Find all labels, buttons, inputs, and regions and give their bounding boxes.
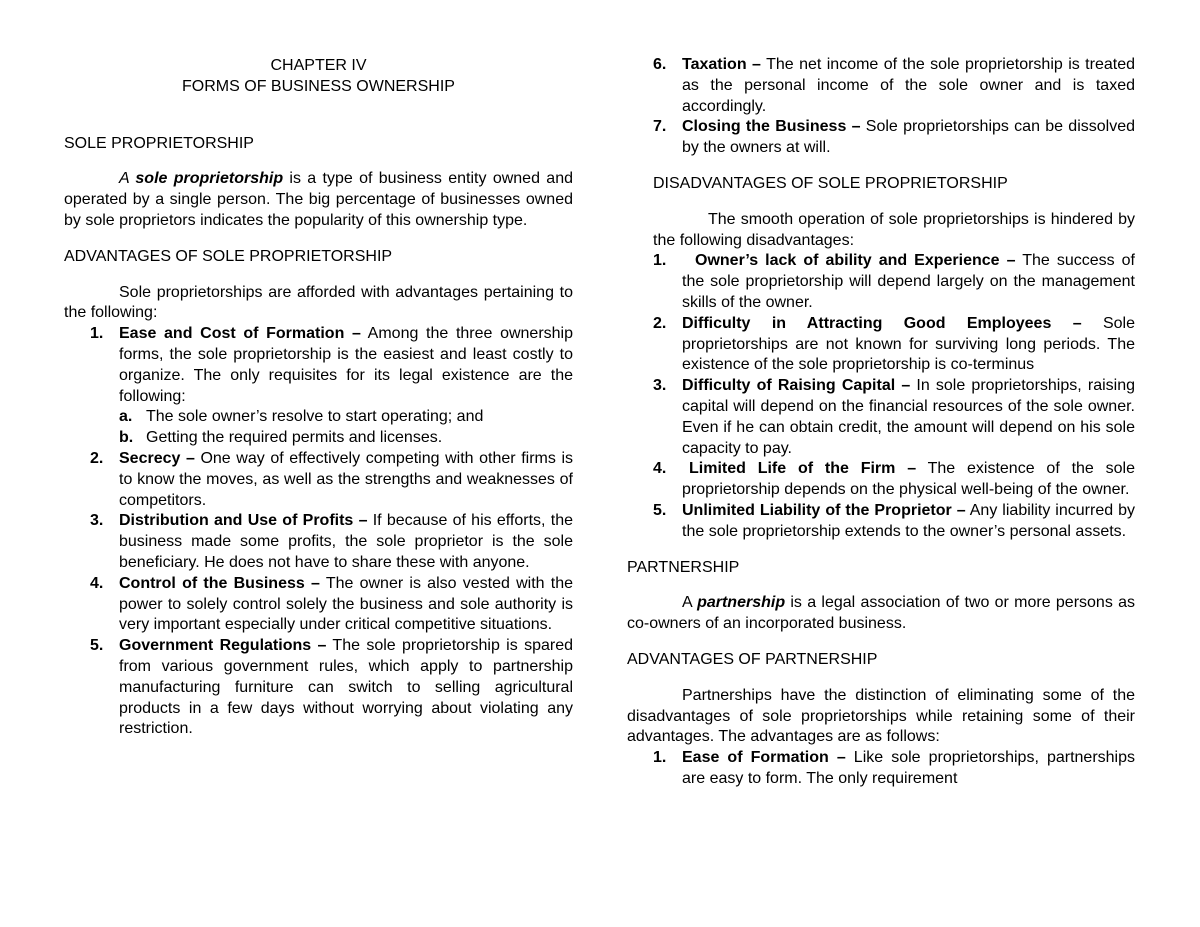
list-item-title: Secrecy – (119, 449, 195, 467)
list-item (627, 376, 1135, 459)
list-item (627, 748, 1135, 790)
list-item-text: The owner is also vested with the power to solely control solely the business and sole authority is very important especially under critical competitive situations. (119, 574, 574, 634)
sole-advantages-intro: Sole proprietorships are afforded with advantages pertaining to the following: (64, 283, 573, 322)
sole-intro-paragraph (64, 169, 573, 231)
list-number: 2. (653, 314, 667, 332)
list-item-title: Ease and Cost of Formation – (119, 325, 361, 343)
list-item-title: Government Regulations – (119, 637, 327, 655)
list-item (627, 251, 1135, 313)
partnership-intro-a: A (682, 594, 698, 612)
sole-intro-a: A (119, 170, 136, 188)
list-number: 4. (653, 460, 667, 478)
heading-sole-disadvantages: DISADVANTAGES OF SOLE PROPRIETORSHIP (653, 174, 1008, 192)
list-item-text: Sole proprietorships can be dissolved by the owners at will. (682, 118, 1136, 157)
list-item (627, 501, 1135, 543)
list-item-title: Difficulty of Raising Capital – (682, 377, 911, 395)
list-number: 5. (90, 637, 104, 655)
list-number: 1. (653, 749, 667, 767)
heading-partnership-advantages: ADVANTAGES OF PARTNERSHIP (627, 650, 878, 668)
list-item-text: Like sole proprietorships, partnerships are easy to form. The only requirement (682, 749, 1135, 787)
partnership-intro-b: is a legal association of two or more persons as co-owners of an incorporated business. (627, 594, 1136, 633)
list-item-title: Ease of Formation – (682, 749, 846, 767)
list-item-title: Distribution and Use of Profits – (119, 512, 368, 530)
list-item-text: The sole proprietorship is spared from various government rules, which apply to partnership manufacturing furniture can switch to selling agricultural products in a few days without worrying about violating any restriction. (119, 637, 573, 738)
heading-sole-proprietorship: SOLE PROPRIETORSHIP (64, 134, 254, 152)
list-number: 7. (653, 118, 667, 136)
sub-list-letter: b. (119, 429, 134, 447)
right-column (627, 55, 1135, 790)
heading-sole-advantages: ADVANTAGES OF SOLE PROPRIETORSHIP (64, 247, 393, 265)
list-item-text: Among the three ownership forms, the sole proprietorship is the easiest and least costly to organize. The only requisites for its legal existence are the following: (119, 325, 574, 405)
list-item (64, 574, 573, 636)
list-item-title: Closing the Business – (682, 118, 861, 136)
list-item-text: The existence of the sole proprietorship depends on the physical well-being of the owner. (682, 460, 1135, 499)
sole-advantages-list (64, 324, 573, 740)
list-number: 3. (90, 512, 104, 530)
list-number: 1. (90, 325, 104, 343)
list-item (64, 636, 573, 740)
chapter-title: FORMS OF BUSINESS OWNERSHIP (182, 77, 455, 95)
sub-list-text: The sole owner’s resolve to start operating; and (146, 408, 484, 426)
sub-list-item (119, 428, 573, 449)
chapter-number: CHAPTER IV (270, 57, 367, 74)
list-item (627, 459, 1135, 501)
list-number: 3. (653, 377, 667, 395)
list-item (64, 511, 573, 573)
heading-partnership: PARTNERSHIP (627, 558, 740, 576)
sole-disadvantages-intro: The smooth operation of sole proprietorships is hindered by the following disadvantages: (653, 210, 1135, 249)
list-item-title: Control of the Business – (119, 574, 320, 592)
list-item-text: The net income of the sole proprietorship is treated as the personal income of the sole owner and is taxed accordingly. (682, 56, 1135, 115)
list-item (627, 314, 1135, 376)
list-item-text: Sole proprietorships are not known for surviving long periods. The existence of the sole proprietorship is co-terminus (682, 314, 1135, 374)
list-item-text: In sole proprietorships, raising capital will depend on the financial resources of the sole owner. Even if he can obtain credit, the amount will depend on his sole capacity to pay. (682, 377, 1135, 457)
sole-intro-b: is a type of business entity owned and operated by a single person. The big percentage of businesses owned by sole proprietors indicates the popularity of this ownership type. (64, 170, 573, 229)
list-item-text: One way of effectively competing with other firms is to know the moves, as well as the strengths and weaknesses of competitors. (119, 449, 573, 509)
list-item (64, 324, 573, 449)
partnership-advantages-list (627, 748, 1135, 790)
list-item-text: Any liability incurred by the sole proprietorship extends to the owner’s personal assets. (682, 501, 1136, 540)
list-item (64, 449, 573, 511)
sole-disadvantages-list (627, 251, 1135, 542)
requisites-list (119, 407, 573, 449)
list-number: 1. (653, 252, 667, 270)
partnership-advantages-intro: Partnerships have the distinction of eliminating some of the disadvantages of sole proprietorships while retaining some of their advantages. The advantages are as follows: (627, 686, 1135, 746)
sole-advantages-list-continued (627, 55, 1135, 159)
list-number: 5. (653, 501, 667, 519)
sole-intro-term: sole proprietorship (135, 170, 284, 188)
partnership-intro-paragraph (627, 593, 1135, 635)
list-item-text: The success of the sole proprietorship will depend largely on the management skills of the owner. (682, 252, 1135, 311)
list-item-title: Taxation – (682, 56, 761, 73)
sub-list-letter: a. (119, 408, 133, 426)
list-item-title: Limited Life of the Firm – (689, 460, 917, 478)
list-item (627, 117, 1135, 159)
sub-list-item (119, 407, 573, 428)
sub-list-text: Getting the required permits and licenses. (146, 429, 443, 447)
list-number: 6. (653, 56, 667, 73)
list-number: 2. (90, 449, 104, 467)
list-number: 4. (90, 574, 104, 592)
list-item-title: Owner’s lack of ability and Experience – (695, 252, 1016, 270)
list-item-title: Unlimited Liability of the Proprietor – (682, 501, 966, 519)
left-column (64, 56, 573, 740)
list-item (627, 55, 1135, 117)
partnership-intro-term: partnership (697, 594, 786, 612)
list-item-title: Difficulty in Attracting Good Employees – (682, 314, 1082, 332)
list-item-text: If because of his efforts, the business made some profits, the sole proprietor is the sole beneficiary. He does not have to share these with anyone. (119, 512, 573, 571)
